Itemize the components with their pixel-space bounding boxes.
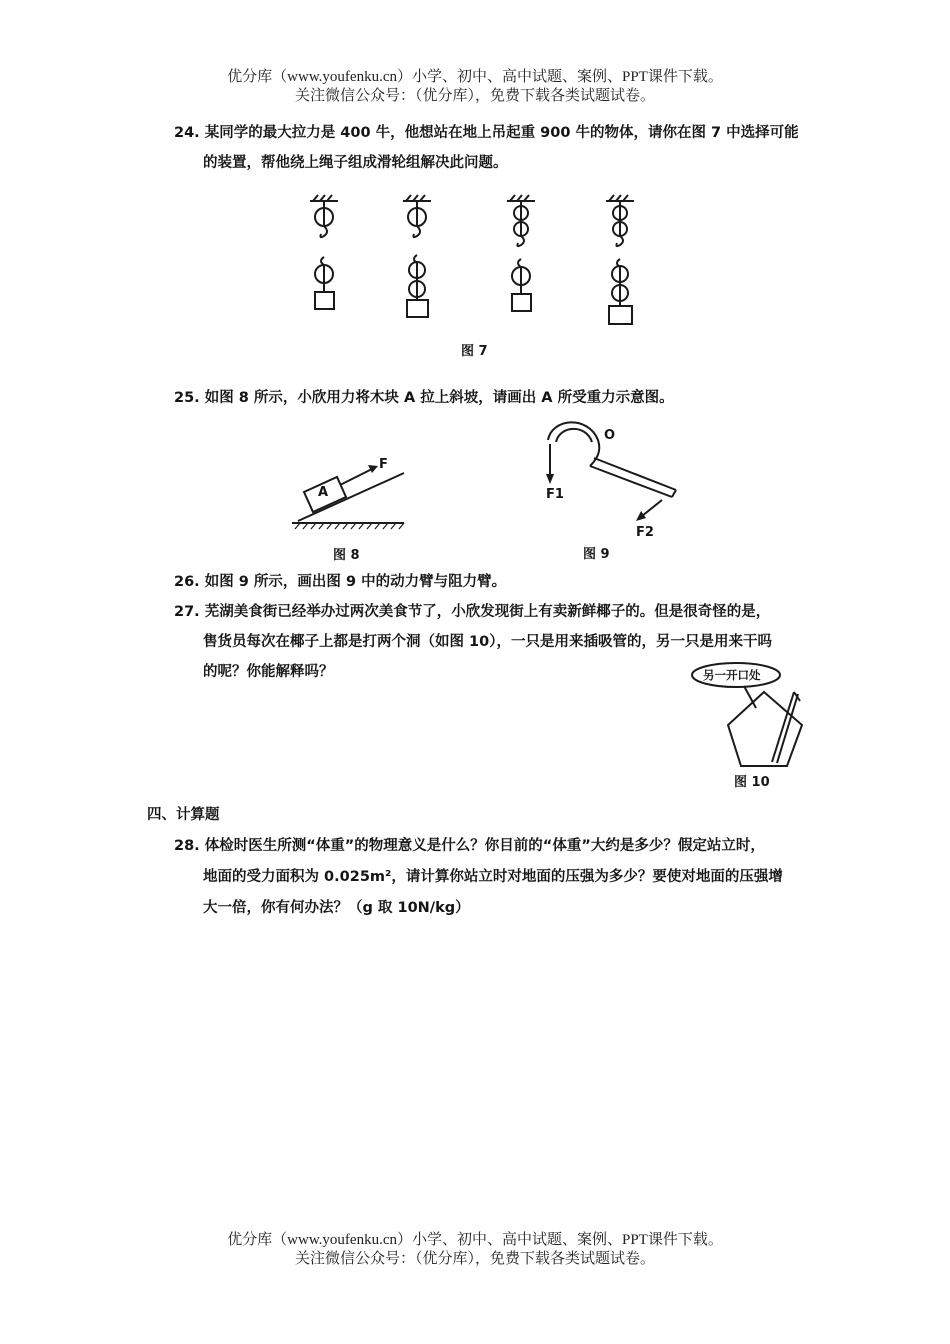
figure-9-f1-label: F1 — [546, 487, 564, 502]
section-4-title: 四、计算题 — [147, 807, 220, 823]
figure-9-caption: 图 9 — [583, 547, 610, 562]
question-number: 28. — [174, 838, 200, 854]
question-text-line: 体检时医生所测“体重”的物理意义是什么？你目前的“体重”大约是多少？假定站立时， — [204, 838, 765, 854]
figure-9-pivot-label: O — [604, 428, 616, 443]
question-27-line-3: 的呢？你能解释吗？ — [203, 664, 334, 680]
question-28-line-2: 地面的受力面积为 0.025m²，请计算你站立时对地面的压强为多少？要使对地面的压强增 — [203, 869, 783, 885]
header-line-2: 关注微信公众号：（优分库），免费下载各类试题试卷。 — [294, 88, 655, 104]
figure-8-block-label: A — [318, 485, 329, 500]
figure-8-force-label: F — [379, 457, 388, 472]
question-number: 24. — [174, 125, 200, 141]
question-text-line: 某同学的最大拉力是 400 牛，他想站在地上吊起重 900 牛的物体，请你在图 7 中选择可能 — [204, 125, 799, 141]
question-number: 27. — [174, 604, 200, 620]
question-number: 25. — [174, 390, 200, 406]
question-24-line-2: 的装置，帮他绕上绳子组成滑轮组解决此问题。 — [203, 155, 508, 171]
question-28-line-3: 大一倍，你有何办法？（g 取 10N/kg） — [203, 900, 470, 916]
question-text-line: 如图 9 所示，画出图 9 中的动力臂与阻力臂。 — [204, 574, 507, 590]
header-line-1: 优分库（www.youfenku.cn）小学、初中、高中试题、案例、PPT课件下载。 — [227, 69, 723, 85]
footer-line-1: 优分库（www.youfenku.cn）小学、初中、高中试题、案例、PPT课件下载。 — [227, 1232, 723, 1248]
figure-8-caption: 图 8 — [333, 548, 360, 563]
question-28 — [174, 831, 765, 861]
question-number: 26. — [174, 574, 200, 590]
question-text-line: 芜湖美食街已经举办过两次美食节了，小欣发现街上有卖新鲜椰子的。但是很奇怪的是， — [204, 604, 771, 620]
footer-line-2: 关注微信公众号：（优分库），免费下载各类试题试卷。 — [294, 1251, 655, 1267]
question-text-line: 如图 8 所示，小欣用力将木块 A 拉上斜坡，请画出 A 所受重力示意图。 — [204, 390, 674, 406]
question-27-line-2: 售货员每次在椰子上都是打两个洞（如图 10），一只是用来插吸管的，另一只是用来干吗 — [203, 634, 772, 650]
figure-10-caption: 图 10 — [734, 775, 770, 790]
figure-7-caption: 图 7 — [461, 344, 488, 359]
figure-9-f2-label: F2 — [636, 525, 654, 540]
figure-10-bubble-label: 另一开口处 — [703, 668, 761, 682]
